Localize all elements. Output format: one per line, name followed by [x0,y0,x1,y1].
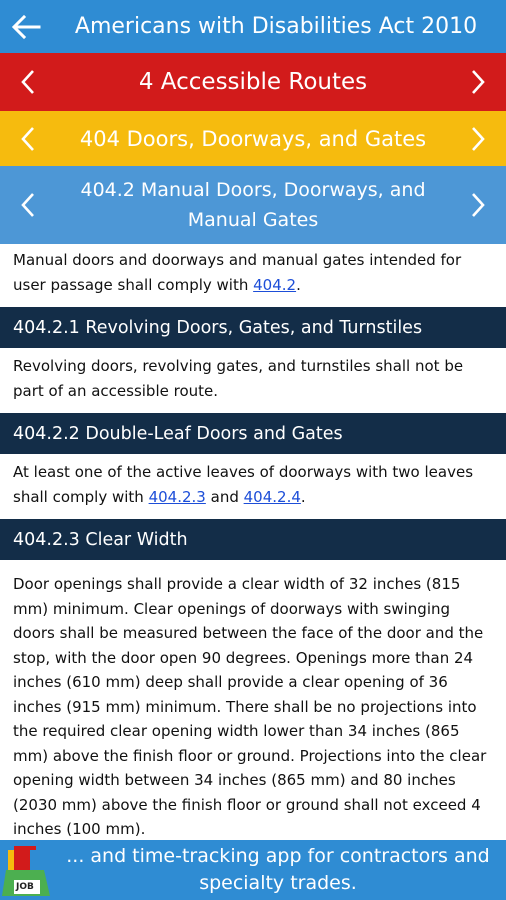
intro-text: Manual doors and doorways and manual gates intended for user passage shall comply with [13,251,462,294]
section-text-404-2-1: Revolving doors, revolving gates, and turnstiles shall not be part of an accessible route. [13,357,464,400]
chapter-title[interactable]: 4 Accessible Routes [138,69,368,95]
section-text-404-2-3: Door openings shall provide a clear width of 32 inches (815 mm) minimum. Clear openings of doorways with swinging doors shall be measured between the face of the door and the stop, with the door open 90 degrees. Openings more than 24 inches (610 mm) deep shall provide a clear opening of 36 inches (915 mm) minimum. There shall be no projections into the required clear opening width lower than 34 inches (865 mm) above the finish floor or ground. Projections into the clear opening width between 34 inches (865 mm) and 80 inches (2030 mm) above the finish floor or ground shall not exceed 4 inches (100 mm). [13,575,487,838]
section-heading-404-2-3: 404.2.3 Clear Width [0,519,506,560]
chapter-next-button[interactable] [450,53,506,111]
app-icon[interactable] [0,840,56,900]
app-bar [0,0,506,53]
chapter-nav [0,53,506,111]
ad-banner[interactable] [0,840,506,900]
s2-and: and [205,487,244,506]
chapter-prev-button[interactable] [0,53,56,111]
ad-text: ... and time-tracking app for contractors and specialty trades. [66,845,490,894]
subsection-title[interactable]: 404.2 Manual Doors, Doorways, and Manual Gates [80,179,426,231]
section-next-button[interactable] [450,111,506,166]
link-404-2-3[interactable]: 404.2.3 [148,487,206,506]
intro-period: . [296,275,301,294]
intro-paragraph [0,244,506,307]
s2-period: . [300,487,306,506]
section-text-404-2-2 [0,454,506,519]
section-prev-button[interactable] [0,111,56,166]
section-nav [0,111,506,166]
chevron-right-icon [470,192,486,218]
s2-text: At least one of the active leaves of doorways with two leaves shall comply with [13,463,474,506]
link-404-2-4[interactable]: 404.2.4 [243,487,301,506]
chevron-left-icon [20,69,36,95]
app-title: Americans with Disabilities Act 2010 [74,14,478,39]
section-heading-404-2-2: 404.2.2 Double-Leaf Doors and Gates [0,413,506,454]
chevron-right-icon [470,126,486,152]
subsection-prev-button[interactable] [0,166,56,244]
chevron-right-icon [470,69,486,95]
subsection-nav [0,166,506,244]
back-button[interactable] [0,0,52,53]
content-pane[interactable] [0,244,506,840]
section-heading-404-2-1: 404.2.1 Revolving Doors, Gates, and Turnstiles [0,307,506,348]
section-title[interactable]: 404 Doors, Doorways, and Gates [79,126,427,151]
back-arrow-icon [11,14,41,40]
app-icon-label: JOB [16,882,34,892]
chevron-left-icon [20,126,36,152]
link-404-2[interactable]: 404.2 [253,275,297,294]
subsection-next-button[interactable] [450,166,506,244]
chevron-left-icon [20,192,36,218]
